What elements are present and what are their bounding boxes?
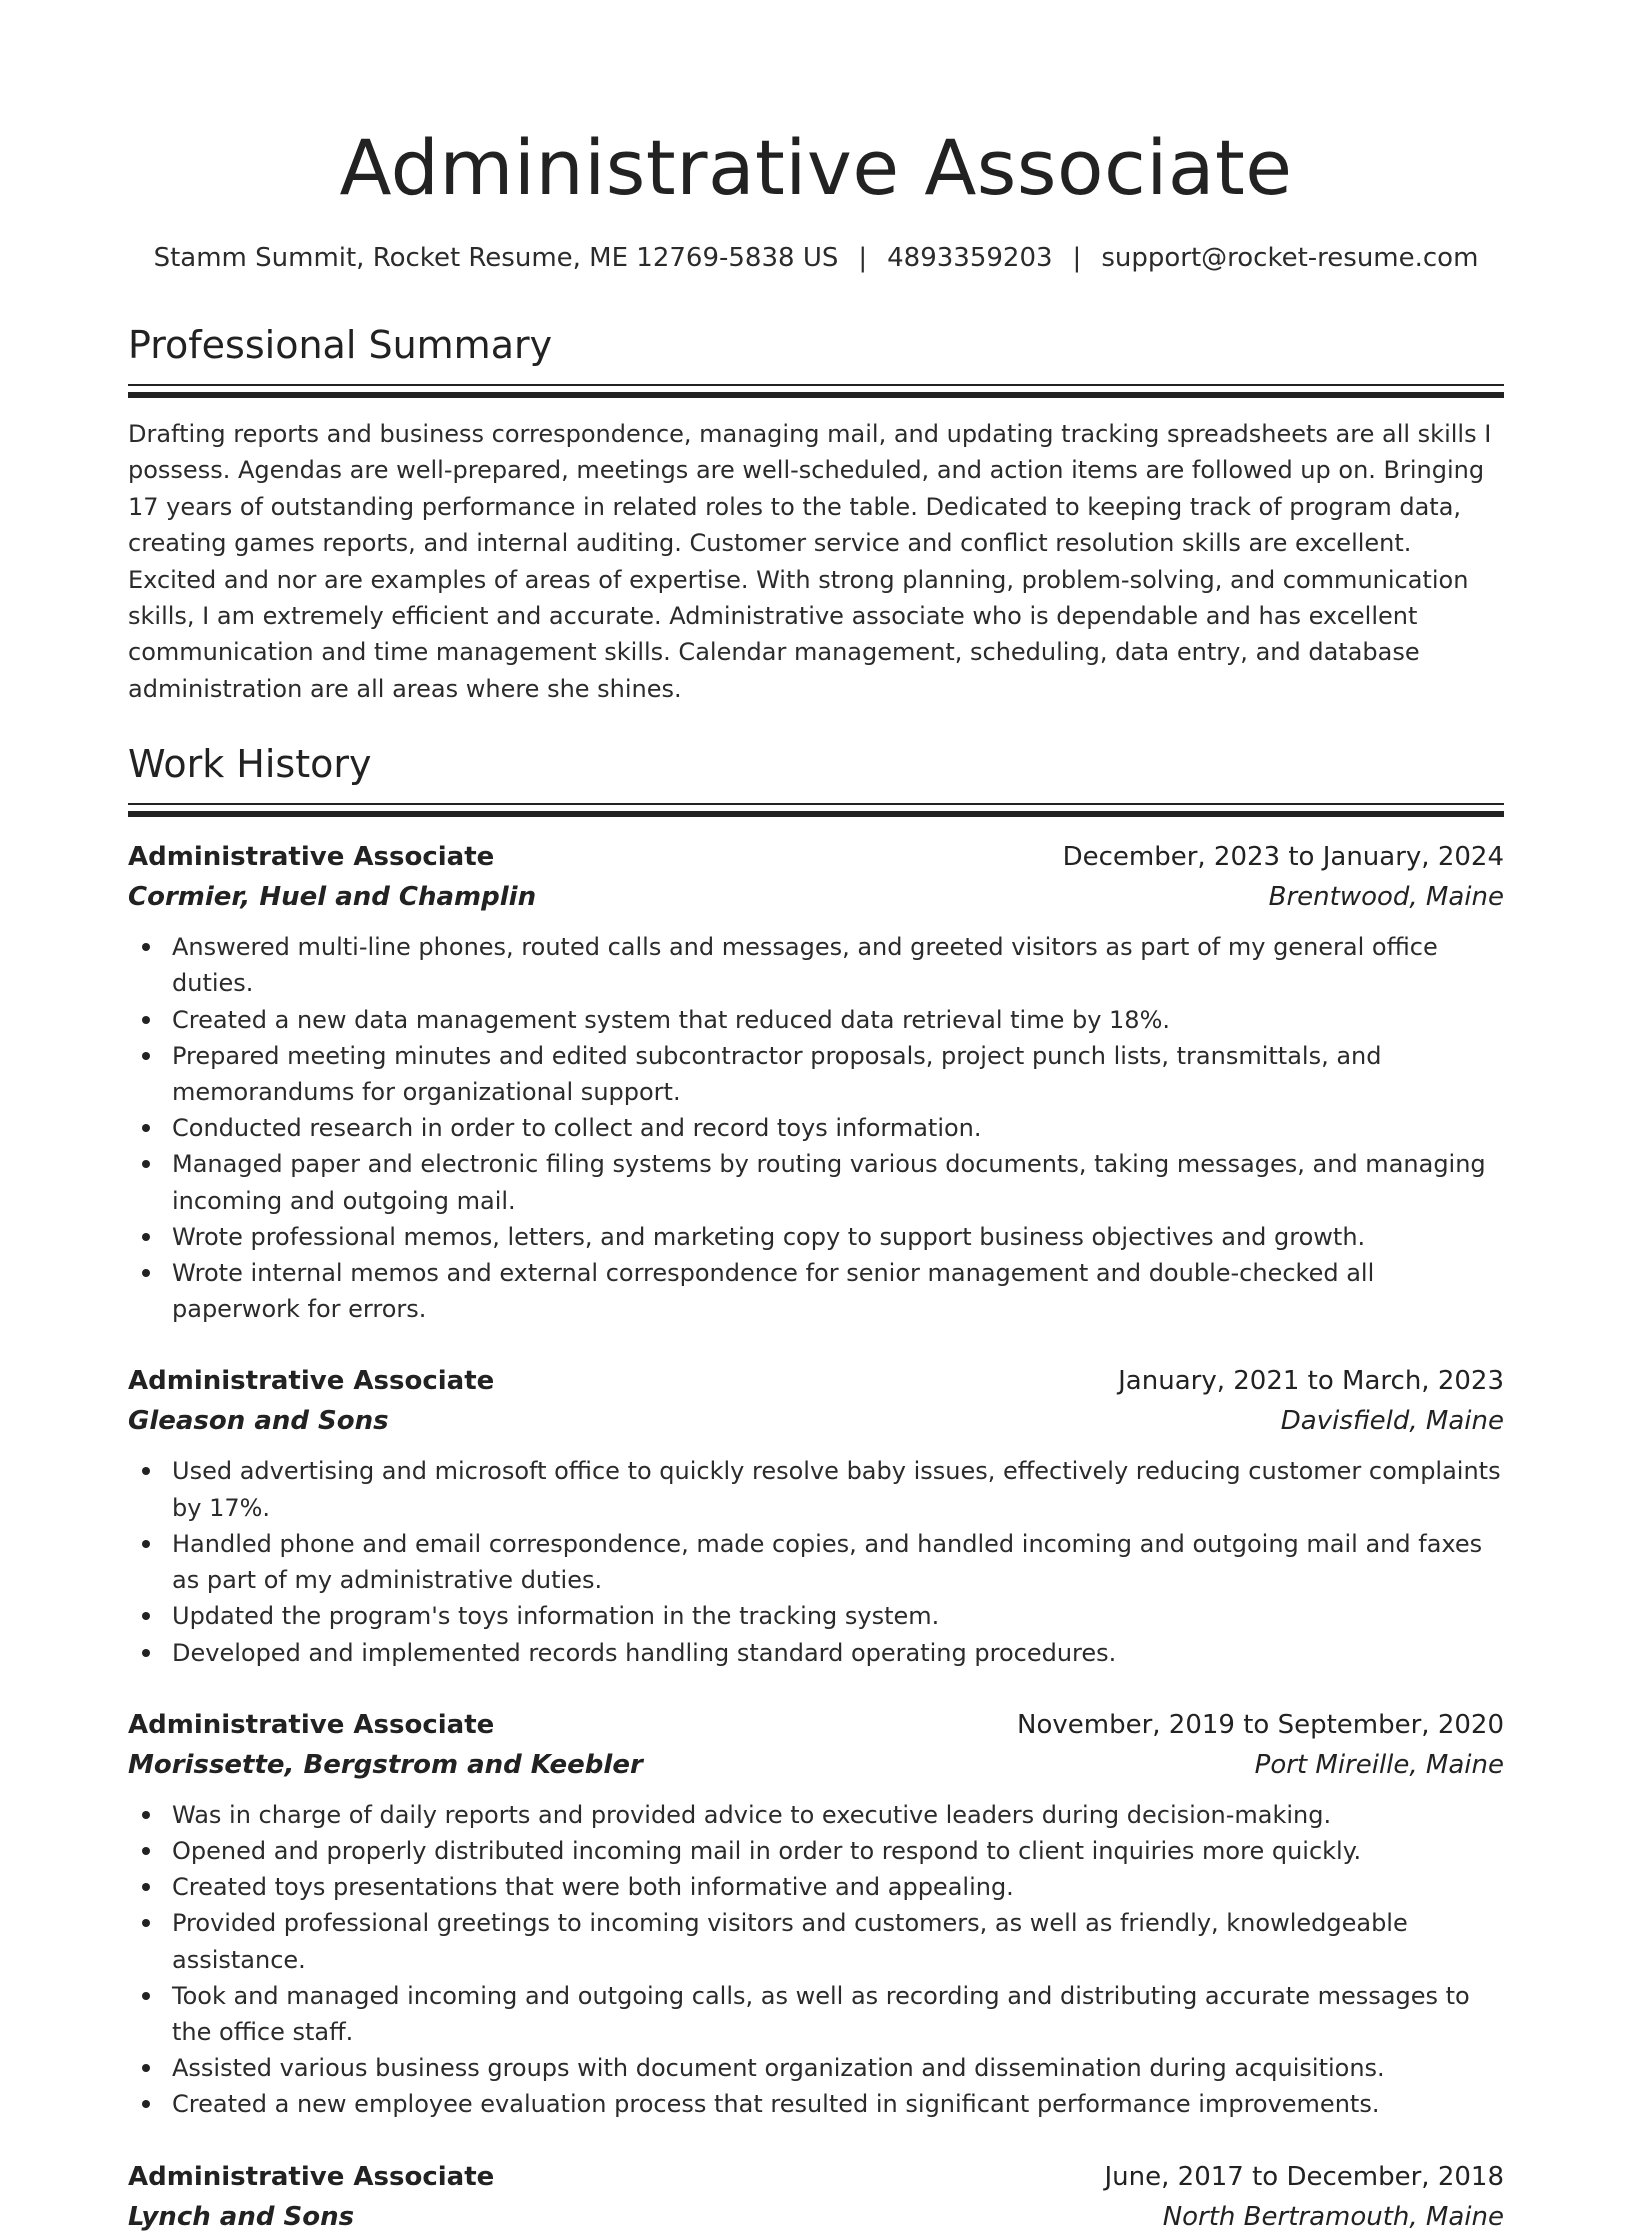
summary-text: Drafting reports and business correspondence, managing mail, and updating tracking spreadsheets are all skills I possess. Agendas are well-prepared, meetings are well-scheduled, and action items are followed up on. Bringing 17 years of outstanding performance in related roles to the table. Dedicated to keeping track of program data, creating games reports, and internal auditing. Customer service and conflict resolution skills are excellent. Excited and nor are examples of areas of expertise. With strong planning, problem-solving, and communication skills, I am extremely efficient and accurate. Administrative associate who is dependable and has excellent communication and time management skills. Calendar management, scheduling, data entry, and database administration are all areas where she shines. (128, 420, 1492, 703)
job-bullet: Took and managed incoming and outgoing calls, as well as recording and distributing accurate messages to the office staff. (128, 1978, 1504, 2050)
work-history-section (128, 739, 1504, 2236)
section-divider-thick (128, 811, 1504, 817)
job-company-row (128, 1745, 1504, 1785)
job-title-row (128, 1705, 1504, 1745)
job-bullet: Conducted research in order to collect and record toys information. (128, 1110, 1504, 1146)
section-divider-thin (128, 803, 1504, 805)
contact-address: Stamm Summit, Rocket Resume, ME 12769-5838 US (153, 243, 839, 273)
job-entry (128, 2157, 1504, 2237)
job-bullet: Created a new data management system that reduced data retrieval time by 18%. (128, 1002, 1504, 1038)
section-title-work-history: Work History (128, 742, 372, 787)
job-bullet: Provided professional greetings to incoming visitors and customers, as well as friendly, knowledgeable assistance. (128, 1905, 1504, 1977)
job-bullet: Used advertising and microsoft office to quickly resolve baby issues, effectively reducing customer complaints by 17%. (128, 1453, 1504, 1525)
job-list (128, 837, 1504, 2236)
job-title: Administrative Associate (128, 1709, 495, 1740)
job-company: Gleason and Sons (128, 1406, 389, 1437)
job-location: North Bertramouth, Maine (1162, 2201, 1504, 2232)
job-bullet: Created toys presentations that were both informative and appealing. (128, 1869, 1504, 1905)
job-bullet: Handled phone and email correspondence, made copies, and handled incoming and outgoing mail and faxes as part of my administrative duties. (128, 1526, 1504, 1598)
job-bullet: Created a new employee evaluation process that resulted in significant performance improvements. (128, 2086, 1504, 2122)
job-title: Administrative Associate (128, 1366, 495, 1397)
job-bullet-list (128, 1453, 1504, 1670)
job-title-row (128, 2157, 1504, 2197)
job-bullet: Managed paper and electronic filing systems by routing various documents, taking messages, and managing incoming and outgoing mail. (128, 1146, 1504, 1218)
job-bullet-list (128, 929, 1504, 1327)
job-bullet: Prepared meeting minutes and edited subcontractor proposals, project punch lists, transmittals, and memorandums for organizational support. (128, 1038, 1504, 1110)
job-bullet: Developed and implemented records handling standard operating procedures. (128, 1635, 1504, 1671)
contact-email: support@rocket-resume.com (1101, 243, 1479, 273)
job-company-row (128, 2197, 1504, 2237)
job-dates: June, 2017 to December, 2018 (1104, 2161, 1504, 2192)
job-bullet: Opened and properly distributed incoming mail in order to respond to client inquiries more quickly. (128, 1833, 1504, 1869)
job-title: Administrative Associate (128, 2161, 495, 2192)
job-title-row (128, 837, 1504, 877)
job-location: Port Mireille, Maine (1254, 1749, 1504, 1780)
job-title: Administrative Associate (128, 842, 495, 873)
contact-phone: 4893359203 (887, 243, 1053, 273)
job-entry (128, 1705, 1504, 2123)
job-bullet: Was in charge of daily reports and provided advice to executive leaders during decision-making. (128, 1797, 1504, 1833)
job-bullet: Assisted various business groups with document organization and dissemination during acquisitions. (128, 2050, 1504, 2086)
contact-line (128, 240, 1504, 276)
job-company: Cormier, Huel and Champlin (128, 882, 537, 913)
job-bullet: Wrote internal memos and external correspondence for senior management and double-checked all paperwork for errors. (128, 1255, 1504, 1327)
job-company-row (128, 1401, 1504, 1441)
job-dates: January, 2021 to March, 2023 (1118, 1366, 1504, 1397)
contact-separator: | (1072, 243, 1082, 273)
job-title-row (128, 1361, 1504, 1401)
section-title-summary: Professional Summary (128, 323, 553, 367)
professional-summary-section (128, 320, 1504, 707)
resume-page (128, 0, 1504, 2237)
job-dates: December, 2023 to January, 2024 (1062, 842, 1504, 873)
job-company: Morissette, Bergstrom and Keebler (128, 1749, 643, 1780)
contact-separator: | (858, 243, 868, 273)
job-bullet: Wrote professional memos, letters, and marketing copy to support business objectives and growth. (128, 1219, 1504, 1255)
section-divider-thick (128, 392, 1504, 398)
job-bullet-list (128, 1797, 1504, 2123)
section-divider-thin (128, 384, 1504, 386)
job-location: Davisfield, Maine (1280, 1406, 1504, 1437)
job-bullet: Answered multi-line phones, routed calls and messages, and greeted visitors as part of my general office duties. (128, 929, 1504, 1001)
job-dates: November, 2019 to September, 2020 (1017, 1709, 1504, 1740)
job-bullet: Updated the program's toys information in the tracking system. (128, 1598, 1504, 1634)
candidate-name: Administrative Associate (339, 123, 1293, 212)
job-company: Lynch and Sons (128, 2201, 355, 2232)
job-entry (128, 837, 1504, 1327)
job-entry (128, 1361, 1504, 1670)
job-location: Brentwood, Maine (1268, 882, 1504, 913)
job-company-row (128, 877, 1504, 917)
